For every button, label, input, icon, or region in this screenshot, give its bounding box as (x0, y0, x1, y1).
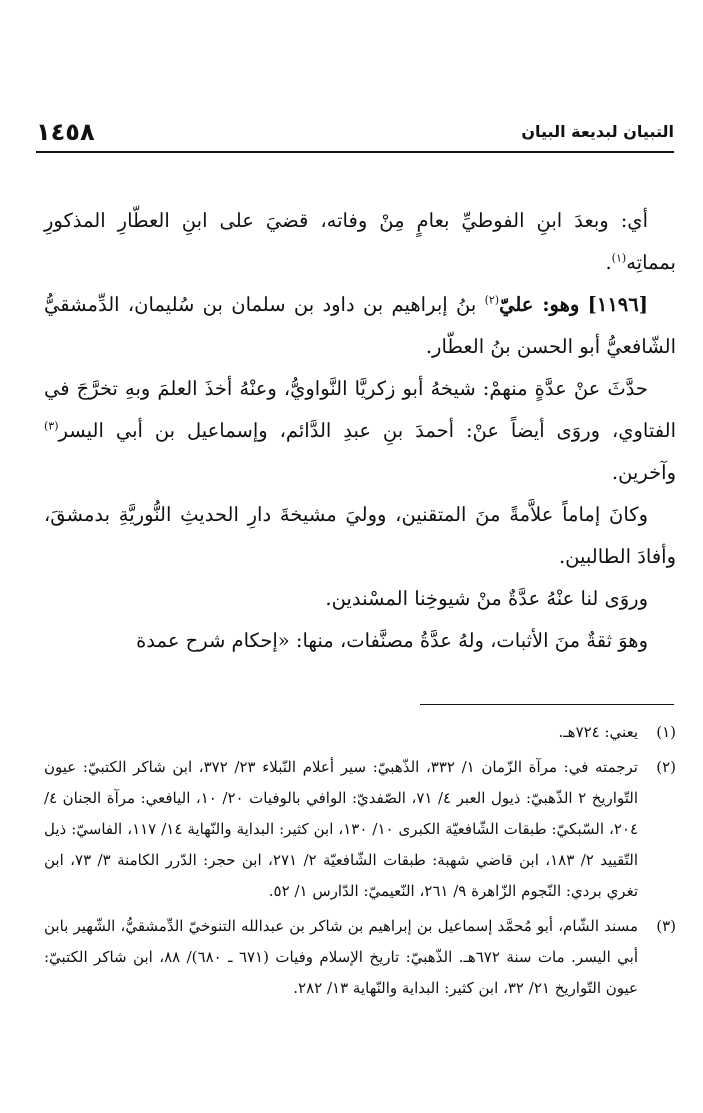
running-title: التبيان لبديعة البيان (521, 122, 674, 141)
paragraph-6: وهوَ ثقةٌ منَ الأثبات، ولهُ عدَّةُ مصنَّفات، منها: «إحكام شرح عمدة (136, 629, 648, 652)
entry-paragraph: [١١٩٦] وهو: عليّ$^{(٢)}$ بنُ إبراهيم بن داود بن سلمان بن سُليمان، الدِّمشقيُّ الشّافعيُّ أبو الحسن بنُ العطّار. (44, 293, 676, 358)
footnotes (44, 717, 676, 1008)
footnote-text: يعني: ٧٢٤هـ. (558, 723, 638, 741)
footnote-ref-1: (١) (611, 251, 627, 265)
footnote-text: مسند الشّام، أبو مُحمَّد إسماعيل بن إبراهيم بن شاكر بن عبدالله التنوخيّ الدِّمشقيُّ، الشّهير بابن أبي اليسر. مات سنة ٦٧٢هـ. الذّهبيّ: تاريخ الإسلام وفيات (٦٧١ ـ ٦٨٠)/ ٨٨، ابن شاكر الكتبيّ: عيون التّواريخ ٢١/ ٣٢، ابن كثير: البداية والنّهاية ١٣/ ٢٨٢. (44, 917, 638, 997)
footnote-ref-3: (٣) (44, 419, 59, 433)
footnote-item (44, 911, 676, 1004)
paragraph-5: وروَى لنا عنْهُ عدَّةٌ منْ شيوخِنا المسْندين. (325, 587, 648, 610)
footnote-number: (٣) (656, 917, 676, 935)
main-text (44, 200, 676, 662)
footnote-ref-2: (٢) (484, 293, 500, 307)
footnote-number: (٢) (656, 758, 676, 776)
paragraph-3: حدَّثَ عنْ عدَّةٍ منهمْ: شيخهُ أبو زكريَّا النَّواويُّ، وعنْهُ أخذَ العلمَ وبهِ تخرَّجَ في الفتاوي، وروَى أيضاً عنْ: أحمدَ بنِ عبدِ الدَّائم، وإسماعيل بن أبي اليسر$^{(٣)}$ وآخرين. (44, 377, 676, 484)
footnote-separator (420, 704, 674, 705)
footnote-item (44, 717, 676, 748)
paragraph-4: وكانَ إماماً علاَّمةً منَ المتقنين، ووليَ مشيخةَ دارِ الحديثِ النُّوريَّةِ بدمشقَ، وأفادَ الطالبين. (44, 503, 676, 568)
entry-intro: وهو: عليّ (499, 293, 580, 316)
footnote-item (44, 752, 676, 907)
footnote-text: ترجمته في: مرآة الزّمان ١/ ٣٣٢، الذّهبيّ: سير أعلام النّبلاء ٢٣/ ٣٧٢، ابن شاكر الكتبيّ: عيون التّواريخ ٢ الذّهبيّ: ذيول العبر ٤/ ٧١، الصّفديّ: الوافي بالوفيات ٢٠/ ١٠، اليافعي: مرآة الجنان ٤/ ٢٠٤، السّبكيّ: طبقات الشّافعيّة الكبرى ١٠/ ١٣٠، ابن كثير: البداية والنّهاية ١٤/ ١١٧، الفاسيّ: ذيل التّقييد ٢/ ١٨٣، ابن قاضي شهبة: طبقات الشّافعيّة ٢/ ٢٧١، ابن حجر: الدّرر الكامنة ٣/ ٧٣، ابن تغري بردي: النّجوم الزّاهرة ٩/ ٢٦١، النّعيميّ: الدّارس ١/ ٥٢. (44, 758, 639, 900)
page-number: ١٤٥٨ (36, 118, 95, 146)
header-rule (36, 151, 674, 153)
page-header (36, 118, 674, 146)
entry-number: [١١٩٦] (587, 293, 648, 316)
paragraph-1: أي: وبعدَ ابنِ الفوطيِّ بعامٍ مِنْ وفاته، قضيَ على ابنِ العطّارِ المذكورِ بمماتِه$^{(١)}$. (44, 209, 676, 274)
footnote-number: (١) (656, 723, 676, 741)
